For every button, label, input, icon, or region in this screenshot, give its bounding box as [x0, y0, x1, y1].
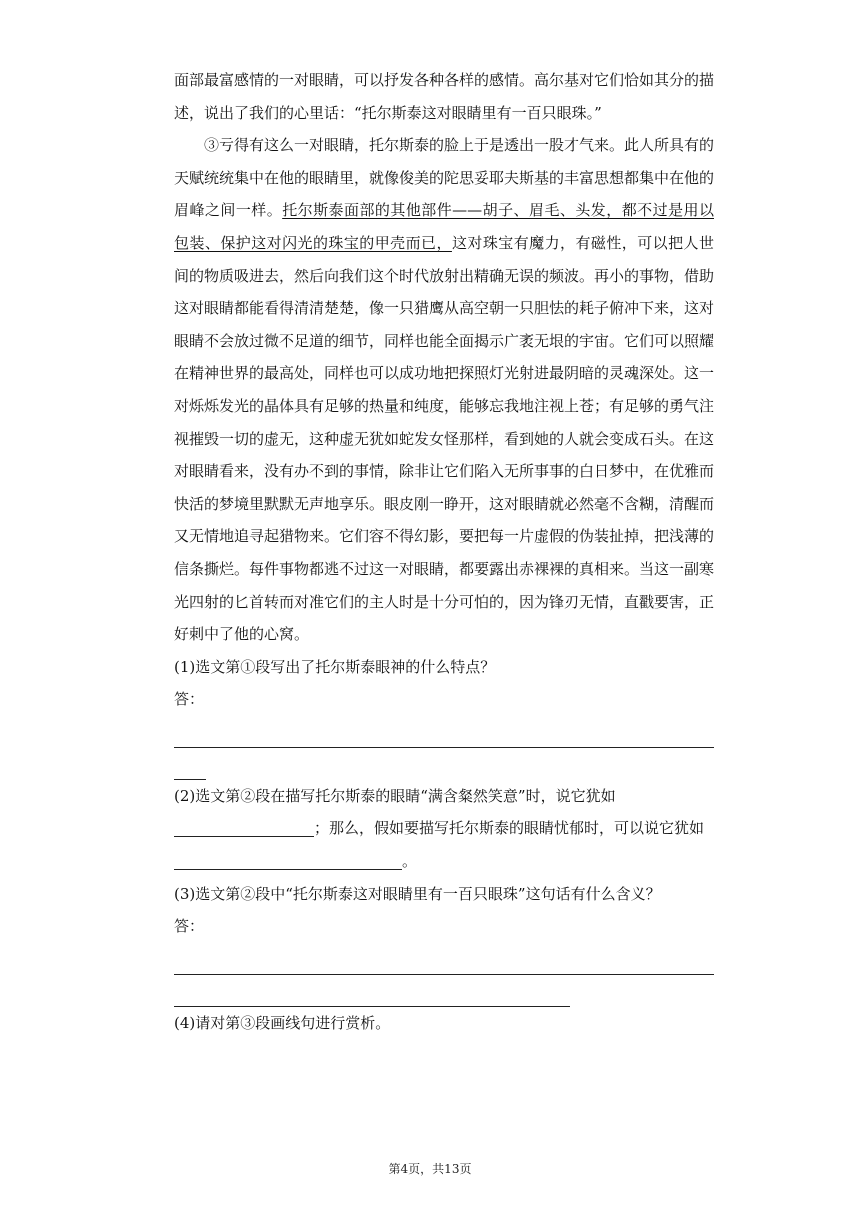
passage-paragraph-3: [174, 129, 714, 651]
answer-line-1b[interactable]: [174, 748, 206, 780]
underlined-sentence: 托尔斯泰面部的其他部件——胡子、眉毛、头发，都不过是用以包装、保护这对闪光的珠宝的甲壳而已，: [174, 201, 714, 252]
answer-line-1a[interactable]: [174, 716, 714, 748]
passage-paragraph-2-end: 面部最富感情的一对眼睛，可以抒发各种各样的感情。高尔基对它们恰如其分的描述，说出了我们的心里话：“托尔斯泰这对眼睛里有一百只眼珠。”: [174, 71, 715, 122]
answer-label-3: 答：: [174, 917, 205, 936]
question-2-line-3: [174, 845, 714, 878]
answer-line-3a[interactable]: [174, 943, 714, 975]
paragraph-3-rest: 这对珠宝有魔力，有磁性，可以把人世间的物质吸进去，然后向我们这个时代放射出精确无误的频波。再小的事物，借助这对眼睛都能看得清清楚楚，像一只猎鹰从高空朝一只胆怯的耗子俯冲下来，这对眼睛不会放过微不足道的细节，同样也能全面揭示广袤无垠的宇宙。它们可以照耀在精神世界的最高处，同样也可以成功地把探照灯光射进最阴暗的灵魂深处。这一对烁烁发光的晶体具有足够的热量和纯度，能够忘我地注视上苍；有足够的勇气注视摧毁一切的虚无，这种虚无犹如蛇发女怪那样，看到她的人就会变成石头。在这对眼睛看来，没有办不到的事情，除非让它们陷入无所事事的白日梦中，在优雅而快活的梦境里默默无声地享乐。眼皮刚一睁开，这对眼睛就必然毫不含糊，清醒而又无情地追寻起猎物来。它们容不得幻影，要把每一片虚假的伪装扯掉，把浅薄的信条撕烂。每件事物都逃不过这一对眼睛，都要露出赤裸裸的真相来。当这一副寒光四射的匕首转而对准它们的主人时是十分可怕的，因为锋刃无情，直戳要害，正好刺中了他的心窝。: [174, 233, 715, 644]
blank-smile[interactable]: [174, 818, 314, 837]
question-4: (4)请对第③段画线句进行赏析。: [174, 1013, 391, 1032]
answer-label-1: 答：: [174, 690, 205, 709]
question-1: (1)选文第①段写出了托尔斯泰眼神的什么特点？: [174, 657, 496, 676]
question-2-middle: ；那么，假如要描写托尔斯泰的眼睛忧郁时，可以说它犹如: [314, 819, 705, 838]
question-2-line-2: [174, 812, 714, 845]
blank-melancholy[interactable]: [174, 851, 402, 870]
page-number: 第4页，共13页: [388, 1162, 472, 1176]
question-3: (3)选文第②段中“托尔斯泰这对眼睛里有一百只眼珠”这句话有什么含义？: [174, 884, 661, 903]
paragraph-3-intro: ③亏得有这么一对眼睛，托尔斯泰的脸上于是透出一股才气来。此人所具有的天赋统统集中在他的眼睛里，就像俊美的陀思妥耶夫斯基的丰富思想都集中在他的眉峰之间一样。: [174, 136, 715, 220]
question-2: (2)选文第②段在描写托尔斯泰的眼睛“满含粲然笑意”时，说它犹如: [174, 786, 616, 805]
answer-line-3b[interactable]: [174, 975, 570, 1007]
question-2-end: 。: [402, 852, 418, 871]
page-content: [174, 64, 714, 1039]
